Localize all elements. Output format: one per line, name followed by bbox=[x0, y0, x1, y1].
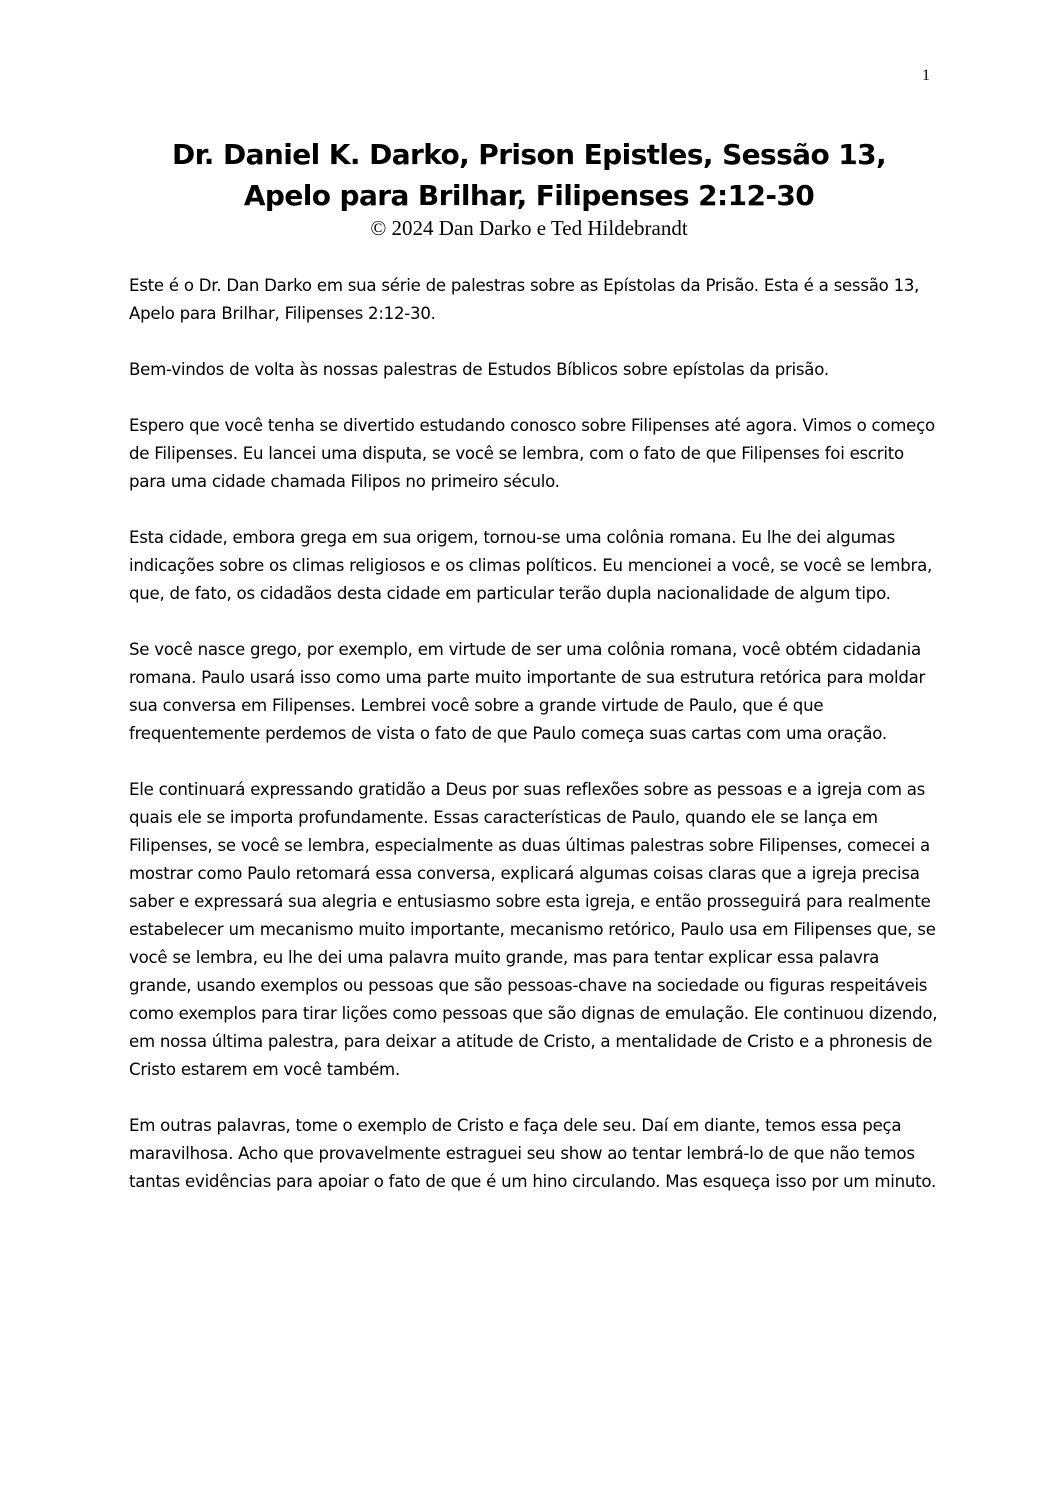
paragraph-6: Ele continuará expressando gratidão a Deus por suas reflexões sobre as pessoas e a igreja com as quais ele se importa profundamente. Essas características de Paulo, quando ele se lança em Filipenses, se você se lembra, especialmente as duas últimas palestras sobre Filipenses, comecei a mostrar como Paulo retomará essa conversa, explicará algumas coisas claras que a igreja precisa saber e expressará sua alegria e entusiasmo sobre esta igreja, e então prosseguirá para realmente estabelecer um mecanismo muito importante, mecanismo retórico, Paulo usa em Filipenses que, se você se lembra, eu lhe dei uma palavra muito grande, mas para tentar explicar essa palavra grande, usando exemplos ou pessoas que são pessoas-chave na sociedade ou figuras respeitáveis como exemplos para tirar lições como pessoas que são dignas de emulação. Ele continuou dizendo, em nossa última palestra, para deixar a atitude de Cristo, a mentalidade de Cristo e a phronesis de Cristo estarem em você também. bbox=[129, 780, 938, 1079]
document-title-line-1: Dr. Daniel K. Darko, Prison Epistles, Sessão 13, bbox=[171, 138, 887, 171]
paragraph-2: Bem-vindos de volta às nossas palestras de Estudos Bíblicos sobre epístolas da prisão. bbox=[129, 360, 829, 379]
page-number: 1 bbox=[922, 67, 930, 84]
paragraph-5: Se você nasce grego, por exemplo, em virtude de ser uma colônia romana, você obtém cidadania romana. Paulo usará isso como uma parte muito importante de sua estrutura retórica para moldar sua conversa em Filipenses. Lembrei você sobre a grande virtude de Paulo, que é que frequentemente perdemos de vista o fato de que Paulo começa suas cartas com uma oração. bbox=[129, 640, 926, 743]
paragraph-1: Este é o Dr. Dan Darko em sua série de palestras sobre as Epístolas da Prisão. Esta é a sessão 13, Apelo para Brilhar, Filipenses 2:12-30. bbox=[129, 276, 920, 323]
document-title-line-2: Apelo para Brilhar, Filipenses 2:12-30 bbox=[243, 179, 815, 212]
paragraph-4: Esta cidade, embora grega em sua origem, tornou-se uma colônia romana. Eu lhe dei algumas indicações sobre os climas religiosos e os climas políticos. Eu mencionei a você, se você se lembra, que, de fato, os cidadãos desta cidade em particular terão dupla nacionalidade de algum tipo. bbox=[129, 528, 933, 603]
copyright-notice: © 2024 Dan Darko e Ted Hildebrandt bbox=[370, 216, 688, 240]
paragraph-3: Espero que você tenha se divertido estudando conosco sobre Filipenses até agora. Vimos o começo de Filipenses. Eu lancei uma disputa, se você se lembra, com o fato de que Filipenses foi escrito para uma cidade chamada Filipos no primeiro século. bbox=[129, 416, 935, 491]
paragraph-7: Em outras palavras, tome o exemplo de Cristo e faça dele seu. Daí em diante, temos essa peça maravilhosa. Acho que provavelmente estraguei seu show ao tentar lembrá-lo de que não temos tantas evidências para apoiar o fato de que é um hino circulando. Mas esqueça isso por um minuto. bbox=[129, 1116, 937, 1191]
document-body bbox=[129, 272, 939, 1224]
document-header bbox=[0, 134, 1058, 240]
